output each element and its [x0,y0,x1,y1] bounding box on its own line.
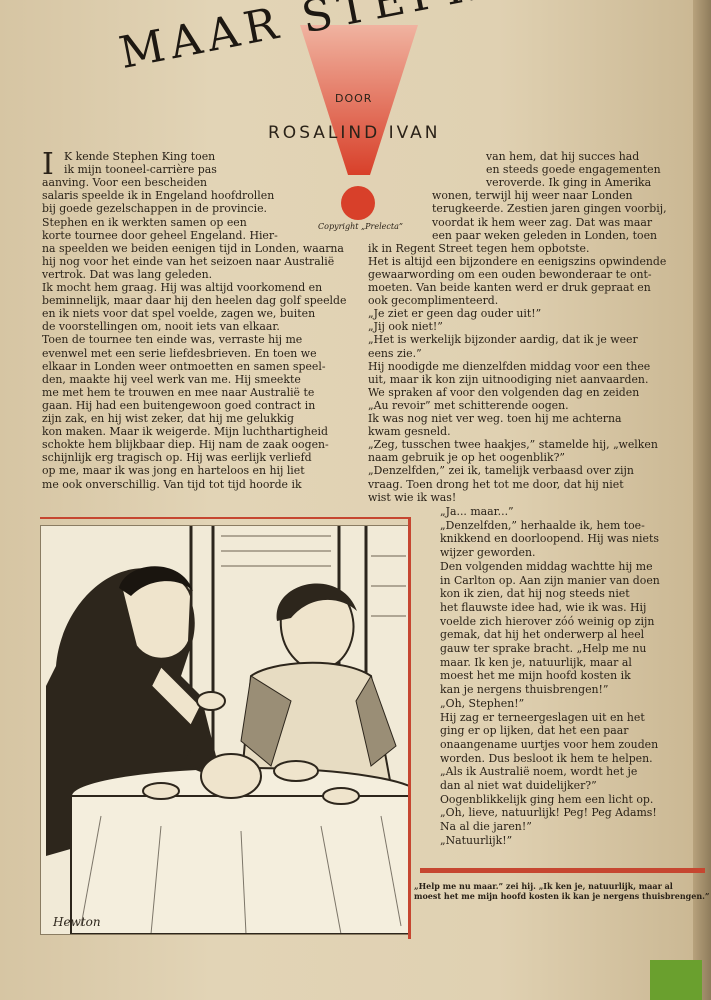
left-column-line: zijn zak, en hij wist zeker, dat hij me gelukkig [42,412,294,425]
right-column-line: gauw ter sprake bracht. „Help me nu [440,642,647,655]
left-column-line: Toen de tournee ten einde was, verraste hij me [42,333,303,347]
right-column-line: moest het me mijn hoofd kosten ik [440,669,631,683]
right-top-line: Hij noodigde me dienzelfden middag voor een thee [368,359,651,373]
right-column-line: gemak, dat hij het onderwerp al heel [440,628,645,642]
left-column-line: salaris speelde ik in Engeland hoofdrollen [42,189,275,203]
left-column-line: ik mijn tooneel-carrière pas [64,163,217,177]
right-top-line: „Je ziet er geen dag ouder uit!” [368,307,542,321]
right-column-line: kon ik zien, dat hij nog steeds niet [440,587,630,601]
left-column-line: schijnlijk erg tragisch op. Hij was eerlijk verliefd [42,451,312,465]
right-column-line: in Carlton op. Aan zijn manier van doen [440,573,660,587]
illustration-caption: „Help me nu maar.” zei hij. „Ik ken je, natuurlijk, maar al moest het me mijn hoofd kosten ik kan je nergens thuisbrengen.” [414,881,710,901]
right-top-line: „Au revoir” met schitterende oogen. [368,398,569,412]
left-column-line: aanving. Voor een bescheiden [42,176,208,190]
right-top-line: vraag. Toen drong het tot me door, dat hij niet [368,477,624,491]
right-column-line: ging er op lijken, dat het een paar [440,724,629,738]
right-top-line: voordat ik hem weer zag. Dat was maar [432,215,653,229]
right-top-line: ook gecomplimenteerd. [368,294,499,308]
right-column-line: maar. Ik ken je, natuurlijk, maar al [440,655,632,669]
right-column-line: knikkend en doorloopend. Hij was niets [440,532,659,546]
right-column-line: Den volgenden middag wachtte hij me [440,559,653,573]
right-column-line: voelde zich hierover zóó weinig op zijn [440,614,655,628]
right-column-line: kan je nergens thuisbrengen!” [440,683,609,697]
byline-door: DOOR [335,92,373,105]
illustration [40,525,410,935]
left-column-line: Ik mocht hem graag. Hij was altijd voorkomend en [42,281,323,294]
right-top-line: Ik was nog niet ver weg. toen hij me achterna [368,412,622,425]
right-top-line: kwam gesneld. [368,425,451,439]
right-top-line: Het is altijd een bijzondere en eenigszins opwindende [368,254,667,268]
right-top-line: „Denzelfden,” zei ik, tamelijk verbaasd over zijn [368,464,634,478]
right-column-line: wijzer geworden. [440,546,536,560]
right-top-line: wist wie ik was! [368,490,457,504]
left-column-line: den, maakte hij veel werk van me. Hij smeekte [42,372,301,386]
right-top-line: een paar weken geleden in Londen, toen [432,228,658,242]
right-top-line: „Het is werkelijk bijzonder aardig, dat ik je weer [368,333,638,347]
left-column-line: Stephen en ik werkten samen op een [42,215,247,229]
right-top-line: gewaarwording om een ouden bewonderaar te ont- [368,267,652,281]
right-top-line: ik in Regent Street tegen hem opbotste. [368,241,590,255]
left-column-line: hij nog voor het einde van het seizoen naar Australië [42,254,335,268]
right-top-line: eens zie.” [368,346,422,360]
right-top-line: wonen, terwijl hij weer naar Londen [432,189,633,203]
illustration-drawing [41,526,409,934]
left-column-line: vertrok. Dat was lang geleden. [42,267,213,281]
right-top-line: moeten. Van beide kanten werd er druk gepraat en [368,281,651,294]
right-top-line: „Jij ook niet!” [368,320,443,334]
drop-cap: I [42,147,54,182]
red-rule-caption [420,868,705,873]
sticker [650,960,702,1000]
right-column-line: Hij zag er terneergeslagen uit en het [440,710,645,724]
right-top-line: van hem, dat hij succes had [486,150,640,163]
left-column-line: korte tournee door geheel Engeland. Hier- [42,228,278,242]
right-top-line: We spraken af voor den volgenden dag en zeiden [368,385,640,399]
right-column-line: onaangename uurtjes voor hem zouden [440,737,659,751]
left-column-line: na speelden we beiden eenigen tijd in Londen, waarna [42,241,344,255]
right-column-line: „Oh, Stephen!” [440,696,525,710]
page-edge [693,0,711,1000]
left-column-line: K kende Stephen King toen [64,150,216,163]
right-column-line: Oogenblikkelijk ging hem een licht op. [440,792,654,806]
right-column-line: het flauwste idee had, wie ik was. Hij [440,600,647,614]
right-column-line: „Ja... maar...” [440,505,514,518]
right-top-line: veroverde. Ik ging in Amerika [486,176,652,190]
right-column-line: „Denzelfden,” herhaalde ik, hem toe- [440,518,645,532]
red-rule-vertical [408,517,411,939]
right-top-line: „Zeg, tusschen twee haakjes,” stamelde hij, „welken [368,438,658,452]
left-column-line: kon maken. Maar ik weigerde. Mijn luchthartigheid [42,425,328,439]
right-column-line: „Natuurlijk!” [440,833,513,847]
right-column-line: Na al die jaren!” [440,820,532,834]
svg-text:Hewton: Hewton [53,915,101,929]
left-column-line: beminnelijk, maar daar hij den heelen dag golf speelde [42,294,347,308]
left-column-line: de voorstellingen om, nooit iets van elkaar. [42,320,280,334]
left-column-line: evenwel met een serie liefdesbrieven. En toen we [42,346,317,360]
article-title: MAAR [115,0,288,80]
right-column-line: „Oh, lieve, natuurlijk! Peg! Peg Adams! [440,806,657,820]
author-name: ROSALIND IVAN [268,123,441,143]
right-top-line: uit, maar ik kon zijn uitnoodiging niet aanvaarden. [368,372,649,386]
left-column-line: elkaar in Londen weer ontmoetten en samen speel- [42,359,326,373]
right-top-line: naam gebruik je op het oogenblik?” [368,451,565,465]
left-column-line: op me, maar ik was jong en harteloos en hij liet [42,464,305,478]
right-column-line: dan al niet wat duidelijker?” [440,779,597,792]
left-column-line: me met hem te trouwen en mee naar Australië te [42,385,315,399]
copyright-note: Copyright „Prelecta” [318,222,403,231]
red-rule-top [40,517,410,519]
left-column-line: gaan. Hij had een buitengewoon goed contract in [42,398,316,412]
left-column-line: bij goede gezelschappen in de provincie. [42,202,267,216]
right-column-line: „Als ik Australië noem, wordt het je [440,765,638,779]
left-column-line: schokte hem blijkbaar diep. Hij nam de zaak oogen- [42,438,329,452]
left-column-line: me ook onverschillig. Van tijd tot tijd hoorde ik [42,477,302,491]
left-column-line: en ik niets voor dat spel voelde, zagen we, buiten [42,307,316,321]
right-top-line: terugkeerde. Zestien jaren gingen voorbij, [432,202,667,216]
right-column-line: worden. Dus besloot ik hem te helpen. [440,751,653,765]
right-top-line: en steeds goede engagementen [486,163,661,177]
